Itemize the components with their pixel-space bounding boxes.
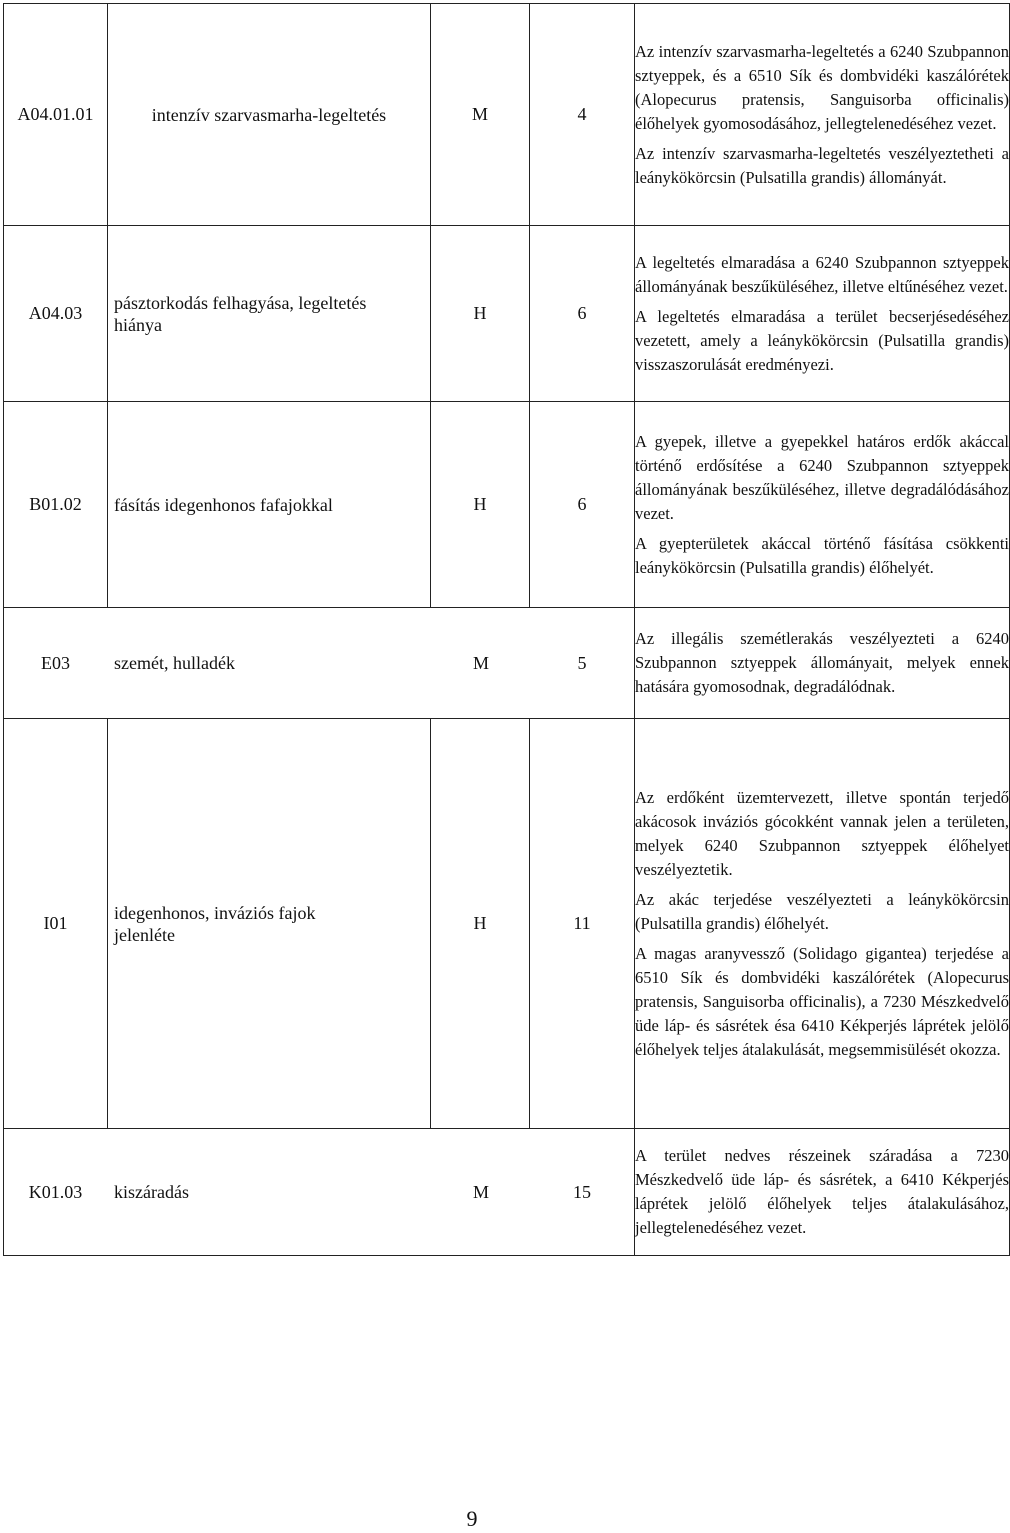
threat-row-merged — [4, 608, 635, 719]
table-row — [4, 402, 1010, 608]
threat-description — [635, 1129, 1010, 1256]
threat-description — [635, 608, 1010, 719]
description-paragraph: Az intenzív szarvasmarha-legeltetés veszélyeztetheti a leánykökörcsin (Pulsatilla grandis) állományát. — [635, 143, 1009, 187]
description-paragraph: Az illegális szemétlerakás veszélyezteti a 6240 Szubpannon sztyeppek állományait, melyek ennek hatására gyomosodnak, degradálódnak. — [635, 629, 1009, 696]
description-paragraph: A gyepterületek akáccal történő fásítása csökkenti leánykökörcsin (Pulsatilla grandis) élőhelyét. — [635, 533, 1009, 577]
threat-score: 15 — [573, 1181, 591, 1202]
threat-description — [635, 226, 1010, 402]
threat-name: fásítás idegenhonos fafajokkal — [108, 402, 431, 608]
threat-code: B01.02 — [4, 402, 108, 608]
threat-score: 6 — [530, 226, 635, 402]
table-row — [4, 1129, 1010, 1256]
description-paragraph: A gyepek, illetve a gyepekkel határos erdők akáccal történő erdősítése a 6240 Szubpannon sztyeppek állományának beszűküléséhez, illetve degradálódásához vezet. — [635, 431, 1009, 523]
threat-type: H — [431, 402, 530, 608]
threat-type: M — [431, 4, 530, 226]
threat-score: 5 — [577, 652, 587, 673]
page-number: 9 — [466, 1506, 478, 1531]
description-paragraph: A legeltetés elmaradása a 6240 Szubpannon sztyeppek állományának beszűküléséhez, illetve eltűnéséhez vezet. — [635, 252, 1009, 296]
threat-row-merged — [4, 1129, 635, 1256]
threat-code: I01 — [4, 719, 108, 1129]
threat-type: H — [431, 719, 530, 1129]
description-paragraph: Az akác terjedése veszélyezteti a leánykökörcsin (Pulsatilla grandis) élőhelyét. — [635, 889, 1009, 933]
description-paragraph: Az intenzív szarvasmarha-legeltetés a 6240 Szubpannon sztyeppek, és a 6510 Sík és dombvidéki kaszálórétek (Alopecurus pratensis, Sanguisorba officinalis) élőhelyek gyomosodásához, jellegtelenedéséhez vezet. — [635, 41, 1009, 133]
description-paragraph: A magas aranyvessző (Solidago gigantea) terjedése a 6510 Sík és dombvidéki kaszálórétek (Alopecurus pratensis, Sanguisorba officinalis), a 7230 Mészkedvelő üde láp- és sásrétek ésa 6410 Kékperjés láprétek jelölő élőhelyek teljes átalakulását, megsemmisülését okozza. — [635, 943, 1009, 1059]
description-paragraph: Az erdőként üzemtervezett, illetve spontán terjedő akácosok inváziós gócokként vannak jelen a területen, melyek 6240 Szubpannon sztyeppek élőhelyet veszélyeztetik. — [635, 787, 1009, 879]
threat-score: 4 — [530, 4, 635, 226]
description-paragraph: A terület nedves részeinek száradása a 7230 Mészkedvelő üde láp- és sásrétek, a 6410 Kékperjés láprétek jelölő élőhelyek teljes átalakulásához, jellegtelenedéséhez vezet. — [635, 1146, 1009, 1237]
threat-type: M — [472, 652, 489, 673]
threat-code: A04.01.01 — [4, 4, 108, 226]
description-paragraph: A legeltetés elmaradása a terület becserjésedéséhez vezetett, amely a leánykökörcsin (Pulsatilla grandis) visszaszorulását eredményezi. — [635, 306, 1009, 374]
threat-type: M — [472, 1181, 489, 1202]
threats-table — [3, 3, 1010, 1256]
threat-type: H — [431, 226, 530, 402]
table-row — [4, 226, 1010, 402]
threat-score: 11 — [530, 719, 635, 1129]
threat-code: A04.03 — [4, 226, 108, 402]
threat-name: idegenhonos, inváziós fajok jelenléte — [108, 719, 431, 1129]
threat-name: intenzív szarvasmarha-legeltetés — [108, 4, 431, 226]
table-row — [4, 4, 1010, 226]
threat-name: pásztorkodás felhagyása, legeltetés hiánya — [108, 226, 431, 402]
table-row — [4, 719, 1010, 1129]
threat-score: 6 — [530, 402, 635, 608]
threat-code: E03 — [41, 652, 70, 673]
threat-description — [635, 402, 1010, 608]
threat-name: szemét, hulladék — [114, 652, 235, 673]
table-row — [4, 608, 1010, 719]
threat-name: kiszáradás — [114, 1181, 189, 1202]
threat-code: K01.03 — [28, 1181, 83, 1202]
threat-description — [635, 719, 1010, 1129]
threat-description — [635, 4, 1010, 226]
